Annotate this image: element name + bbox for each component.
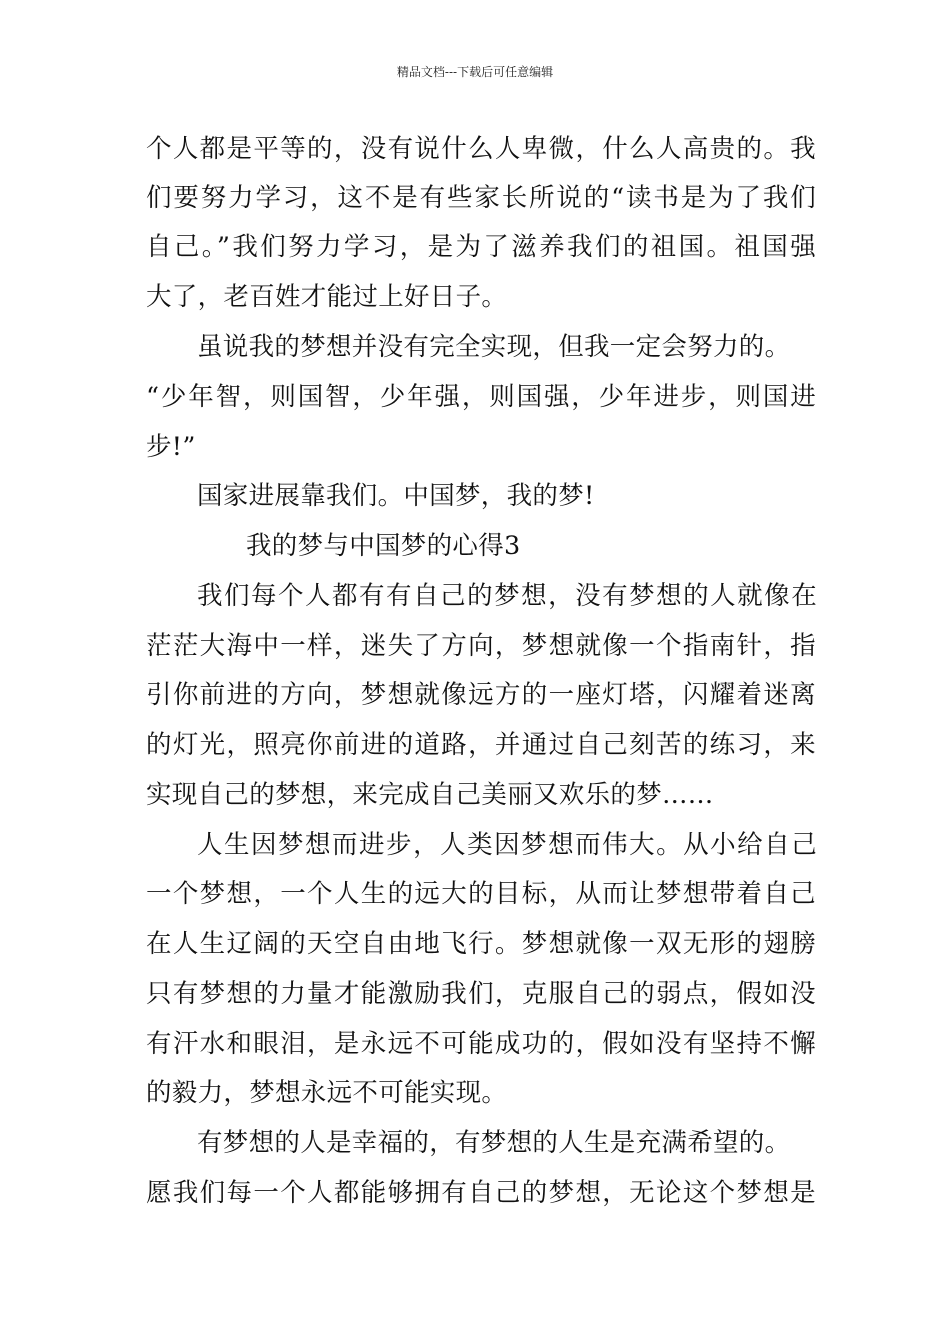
text-line: 愿我们每一个人都能够拥有自己的梦想，无论这个梦想是 xyxy=(146,1178,816,1208)
text-line: 我们每个人都有有自己的梦想，没有梦想的人就像在 xyxy=(197,581,817,611)
text-line: 大了，老百姓才能过上好日子。 xyxy=(146,282,508,312)
text-line: 人生因梦想而进步，人类因梦想而伟大。从小给自己 xyxy=(197,830,817,860)
text-line: 在人生辽阔的天空自由地飞行。梦想就像一双无形的翅膀 xyxy=(146,929,816,959)
page-header: 精品文档---下载后可任意编辑 xyxy=(396,65,554,79)
text-line: 有梦想的人是幸福的，有梦想的人生是充满希望的。 xyxy=(197,1128,791,1158)
section-heading: 我的梦与中国梦的心得3 xyxy=(246,531,521,561)
text-line: 茫茫大海中一样，迷失了方向，梦想就像一个指南针，指 xyxy=(146,631,816,661)
text-line: 有汗水和眼泪，是永远不可能成功的，假如没有坚持不懈 xyxy=(146,1029,816,1059)
text-line: 们要努力学习，这不是有些家长所说的“读书是为了我们 xyxy=(146,183,816,213)
text-line: 引你前进的方向，梦想就像远方的一座灯塔，闪耀着迷离 xyxy=(146,680,816,710)
text-line: 虽说我的梦想并没有完全实现，但我一定会努力的。 xyxy=(197,332,791,362)
text-line: “少年智，则国智，少年强，则国强，少年进步，则国进 xyxy=(146,382,816,412)
text-line: 只有梦想的力量才能激励我们，克服自己的弱点，假如没 xyxy=(146,979,816,1009)
text-line: 自己。”我们努力学习，是为了滋养我们的祖国。祖国强 xyxy=(146,232,816,262)
text-line: 个人都是平等的，没有说什么人卑微，什么人高贵的。我 xyxy=(146,134,816,164)
text-line: 的毅力，梦想永远不可能实现。 xyxy=(146,1078,508,1108)
text-line: 国家进展靠我们。中国梦，我的梦! xyxy=(197,481,595,511)
text-line: 步!” xyxy=(146,432,196,462)
text-line: 的灯光，照亮你前进的道路，并通过自己刻苦的练习，来 xyxy=(146,730,816,760)
text-line: 一个梦想，一个人生的远大的目标，从而让梦想带着自己 xyxy=(146,879,816,909)
text-line: 实现自己的梦想，来完成自己美丽又欢乐的梦…… xyxy=(146,780,714,810)
